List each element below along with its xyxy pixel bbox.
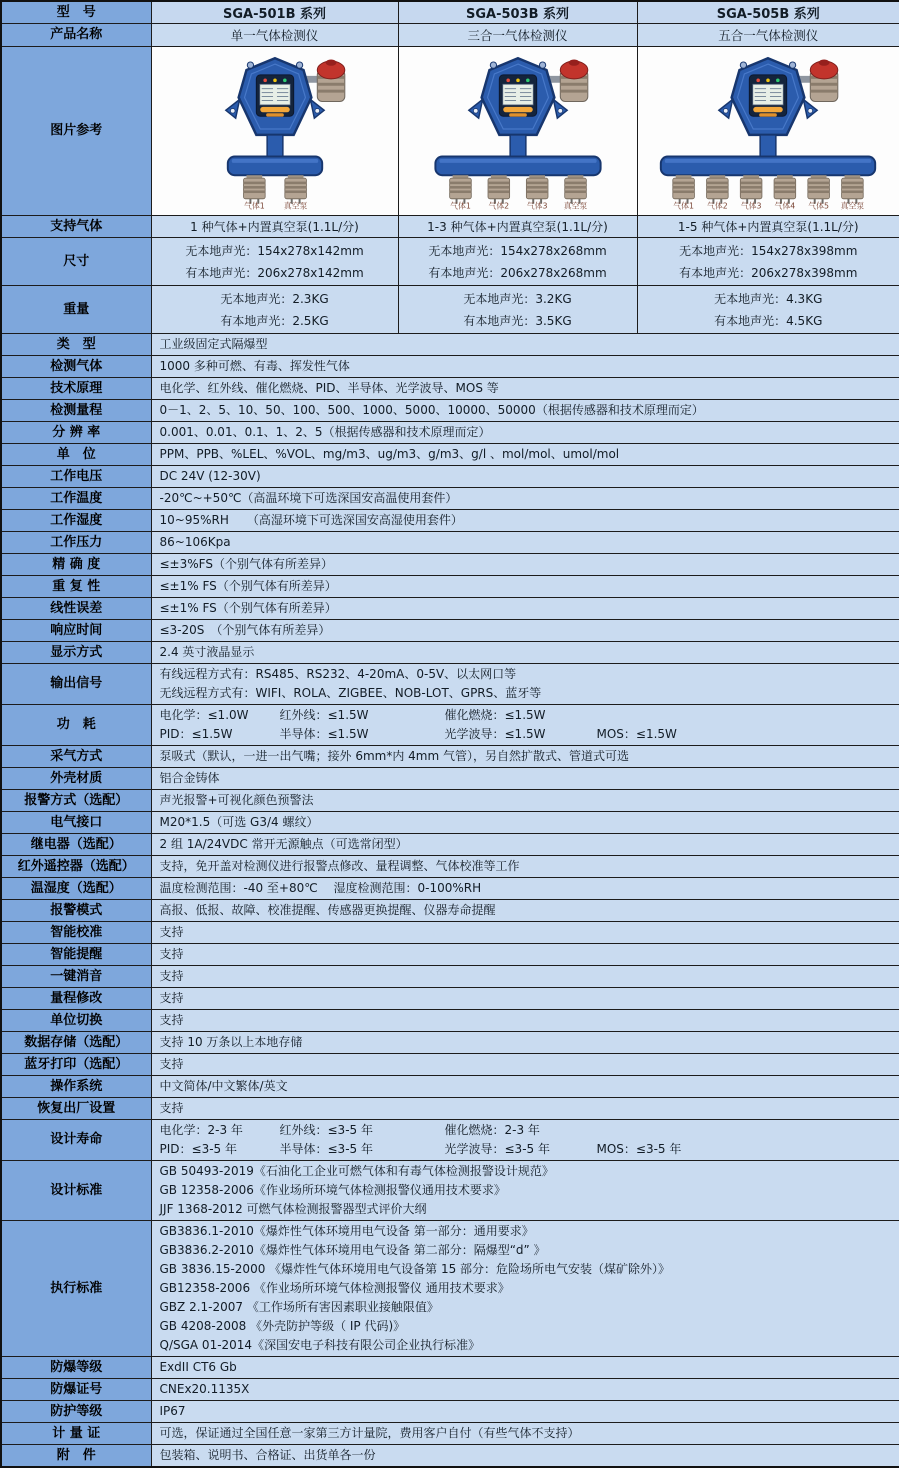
spec-value-segment: 红外线：≤1.5W (279, 708, 369, 722)
spec-label: 红外遥控器（选配） (1, 856, 151, 878)
spec-value (151, 598, 899, 620)
spec-label: 外壳材质 (1, 768, 151, 790)
table-row (1, 378, 899, 400)
table-row (1, 554, 899, 576)
spec-label: 检测气体 (1, 356, 151, 378)
table-row (1, 768, 899, 790)
weight-3 (637, 286, 899, 334)
spec-value (151, 1221, 899, 1357)
spec-value-line: ≤3-20S （个别气体有所差异） (159, 623, 331, 637)
spec-value (151, 1032, 899, 1054)
spec-value (151, 1161, 899, 1221)
spec-value (151, 532, 899, 554)
spec-value-line: ≤±1% FS（个别气体有所差异） (159, 579, 337, 593)
sensor-label: 气体3 (526, 201, 548, 210)
gas-sensor-icon (842, 175, 864, 204)
spec-label: 恢复出厂设置 (1, 1098, 151, 1120)
dimension-value: 无本地声光：154x278x398mm (679, 243, 858, 258)
spec-value-line: 0－1、2、5、10、50、100、500、1000、5000、10000、50000（根据传感器和技术原理而定） (159, 403, 704, 417)
sensor-label: 气体1 (673, 201, 695, 210)
spec-value-segment: 半导体：≤3-5 年 (279, 1142, 373, 1156)
table-row (1, 812, 899, 834)
table-row (1, 1120, 899, 1161)
model-sga-503b: SGA-503B 系列 (398, 1, 637, 24)
spec-label: 设计寿命 (1, 1120, 151, 1161)
image-row (1, 47, 899, 216)
stem-icon (267, 135, 283, 159)
spec-value-segment: 光学波导：≤1.5W (444, 727, 546, 741)
weight-value: 有本地声光：2.5KG (220, 313, 329, 328)
spec-value (151, 334, 899, 356)
spec-value (151, 790, 899, 812)
spec-value (151, 356, 899, 378)
spec-label: 报警模式 (1, 900, 151, 922)
table-row (1, 1357, 899, 1379)
table-row (1, 1379, 899, 1401)
dimensions-1 (151, 238, 398, 286)
weight-value: 无本地声光：2.3KG (220, 291, 329, 306)
weight-value: 无本地声光：4.3KG (714, 291, 823, 306)
product-name-2: 三合一气体检测仪 (398, 24, 637, 47)
table-row (1, 532, 899, 554)
spec-value (151, 705, 899, 746)
dimensions-row (1, 238, 899, 286)
dimension-value: 无本地声光：154x278x268mm (428, 243, 607, 258)
manifold-icon (227, 157, 321, 176)
spec-value (151, 1357, 899, 1379)
sensor-label: 真空泵 (283, 201, 307, 210)
spec-value-line: 温度检测范围：-40 至+80℃ 湿度检测范围：0-100%RH (159, 881, 482, 895)
dimension-value: 有本地声光：206x278x142mm (185, 265, 364, 280)
dimensions-label: 尺寸 (1, 238, 151, 286)
table-row (1, 1032, 899, 1054)
spec-value-line: GB 4208-2008 《外壳防护等级（ IP 代码)》 (159, 1319, 406, 1333)
weight-value: 有本地声光：3.5KG (463, 313, 572, 328)
table-row (1, 900, 899, 922)
spec-value-line: 0.001、0.01、0.1、1、2、5（根据传感器和技术原理而定） (159, 425, 491, 439)
gas-sensor-icon (564, 175, 586, 204)
dimension-value: 无本地声光：154x278x142mm (185, 243, 364, 258)
dimension-value: 有本地声光：206x278x268mm (428, 265, 607, 280)
spec-value-line: PPM、PPB、%LEL、%VOL、mg/m3、ug/m3、g/m3、g/l 、mol/mol、umol/mol (159, 447, 620, 461)
spec-value-line (160, 1121, 892, 1140)
gas-sensor-icon (526, 175, 548, 204)
gas-sensor-icon (808, 175, 830, 204)
spec-value-line: 支持 10 万条以上本地存储 (159, 1035, 303, 1049)
spec-value-line: 泵吸式（默认，一进一出气嘴；接外 6mm*内 4mm 气管），另自然扩散式、管道式可选 (159, 749, 629, 763)
dimensions-2 (398, 238, 637, 286)
spec-label: 智能校准 (1, 922, 151, 944)
spec-value-line: GB12358-2006 《作业场所环境气体检测报警仪 通用技术要求》 (159, 1281, 510, 1295)
table-row (1, 1054, 899, 1076)
alarm-beacon-icon (560, 59, 588, 101)
spec-value-line: 支持，免开盖对检测仪进行报警点修改、量程调整、气体校准等工作 (159, 859, 520, 873)
spec-value-line: 支持 (159, 991, 184, 1005)
model-sga-501b: SGA-501B 系列 (151, 1, 398, 24)
spec-label: 工作压力 (1, 532, 151, 554)
spec-value-line: 包装箱、说明书、合格证、出货单各一份 (159, 1448, 376, 1462)
product-image-sga-505b-detector (650, 48, 886, 210)
spec-value (151, 768, 899, 790)
spec-value (151, 620, 899, 642)
spec-value-segment: PID：≤1.5W (159, 727, 233, 741)
spec-label: 防爆证号 (1, 1379, 151, 1401)
table-row (1, 1098, 899, 1120)
spec-value (151, 466, 899, 488)
spec-value (151, 1401, 899, 1423)
sensor-label: 气体5 (808, 201, 830, 210)
image-label: 图片参考 (1, 47, 151, 216)
gas-sensor-icon (449, 175, 471, 204)
spec-value-line: 2 组 1A/24VDC 常开无源触点（可选常闭型） (159, 837, 408, 851)
spec-label: 温湿度（选配） (1, 878, 151, 900)
table-row (1, 790, 899, 812)
spec-value (151, 554, 899, 576)
spec-value (151, 488, 899, 510)
spec-value (151, 1423, 899, 1445)
table-row (1, 642, 899, 664)
sensor-label: 气体2 (487, 201, 509, 210)
spec-value (151, 746, 899, 768)
spec-value (151, 900, 899, 922)
spec-value-line: 支持 (159, 969, 184, 983)
sensor-label: 气体4 (774, 201, 796, 210)
lcd-screen-icon (256, 75, 293, 117)
spec-label: 报警方式（选配） (1, 790, 151, 812)
table-row (1, 966, 899, 988)
table-row (1, 944, 899, 966)
sensor-label: 真空泵 (563, 201, 587, 210)
table-row (1, 466, 899, 488)
stem-icon (760, 135, 776, 159)
spec-value (151, 922, 899, 944)
product-image-sga-501b-detector (157, 48, 393, 210)
sensor-label: 气体1 (243, 201, 265, 210)
spec-label: 单位切换 (1, 1010, 151, 1032)
sensor-label: 气体3 (741, 201, 762, 210)
spec-label: 附 件 (1, 1445, 151, 1468)
spec-label: 显示方式 (1, 642, 151, 664)
supported-gas-row (1, 216, 899, 238)
spec-value-segment: 光学波导：≤3-5 年 (444, 1142, 550, 1156)
spec-value-line: -20℃~+50℃（高温环境下可选深国安高温使用套件） (159, 491, 458, 505)
spec-value-line: 1000 多种可燃、有毒、挥发性气体 (159, 359, 350, 373)
lcd-screen-icon (750, 75, 787, 117)
spec-label: 单 位 (1, 444, 151, 466)
model-row (1, 1, 899, 24)
product-image-sga-503b-detector (400, 48, 636, 210)
table-row (1, 422, 899, 444)
spec-value-segment: 催化燃烧：≤1.5W (444, 708, 546, 722)
spec-value (151, 642, 899, 664)
spec-label: 防护等级 (1, 1401, 151, 1423)
spec-label: 继电器（选配） (1, 834, 151, 856)
weight-row (1, 286, 899, 334)
spec-value-line: 无线远程方式有：WIFI、ROLA、ZIGBEE、NOB-LOT、GPRS、蓝牙等 (159, 686, 542, 700)
spec-value-line: 支持 (159, 1101, 184, 1115)
spec-label: 一键消音 (1, 966, 151, 988)
spec-value-line: 86~106Kpa (159, 535, 231, 549)
spec-value (151, 510, 899, 532)
spec-value-line: JJF 1368-2012 可燃气体检测报警器型式评价大纲 (159, 1202, 427, 1216)
table-row (1, 1401, 899, 1423)
spec-value (151, 856, 899, 878)
spec-value (151, 1076, 899, 1098)
spec-value-line: M20*1.5（可选 G3/4 螺纹） (159, 815, 319, 829)
spec-value-line: 中文简体/中文繁体/英文 (159, 1079, 288, 1093)
alarm-beacon-icon (811, 59, 839, 101)
spec-label: 计 量 证 (1, 1423, 151, 1445)
product-name-1: 单一气体检测仪 (151, 24, 398, 47)
spec-value-line (160, 725, 892, 744)
spec-label: 功 耗 (1, 705, 151, 746)
weight-2 (398, 286, 637, 334)
table-row (1, 988, 899, 1010)
table-row (1, 1423, 899, 1445)
gas-sensor-icon (774, 175, 796, 204)
gas-sensor-icon (488, 175, 510, 204)
spec-label: 检测量程 (1, 400, 151, 422)
gas-sensor-icon (673, 175, 695, 204)
spec-label: 工作温度 (1, 488, 151, 510)
spec-value (151, 444, 899, 466)
spec-value-line: 有线远程方式有：RS485、RS232、4-20mA、0-5V、以太网口等 (159, 667, 517, 681)
product-name-label: 产品名称 (1, 24, 151, 47)
spec-value-line: GBZ 2.1-2007 《工作场所有害因素职业接触限值》 (159, 1300, 439, 1314)
spec-label: 量程修改 (1, 988, 151, 1010)
spec-value-line: ≤±3%FS（个别气体有所差异） (159, 557, 333, 571)
sensor-label: 气体1 (449, 201, 471, 210)
spec-value (151, 400, 899, 422)
supported-gas-2: 1-3 种气体+内置真空泵(1.1L/分) (398, 216, 637, 238)
spec-value-line: 2.4 英寸液晶显示 (159, 645, 255, 659)
supported-gas-label: 支持气体 (1, 216, 151, 238)
spec-value (151, 1054, 899, 1076)
spec-value-line: 支持 (159, 1057, 184, 1071)
table-row (1, 1221, 899, 1357)
spec-value-segment: MOS：≤1.5W (596, 727, 677, 741)
product-image-cell (151, 47, 398, 216)
spec-value-segment: 电化学：≤1.0W (159, 708, 249, 722)
supported-gas-3: 1-5 种气体+内置真空泵(1.1L/分) (637, 216, 899, 238)
weight-value: 有本地声光：4.5KG (714, 313, 823, 328)
product-image (650, 48, 886, 214)
spec-label: 工作湿度 (1, 510, 151, 532)
spec-value (151, 1379, 899, 1401)
spec-value (151, 878, 899, 900)
spec-value-line: 声光报警+可视化颜色预警法 (159, 793, 314, 807)
spec-value-line: GB 50493-2019《石油化工企业可燃气体和有毒气体检测报警设计规范》 (159, 1164, 554, 1178)
weight-label: 重量 (1, 286, 151, 334)
gas-sensor-icon (243, 175, 265, 204)
spec-label: 响应时间 (1, 620, 151, 642)
spec-label: 操作系统 (1, 1076, 151, 1098)
spec-value-line (160, 706, 892, 725)
table-row (1, 598, 899, 620)
spec-value-line: GB3836.2-2010《爆炸性气体环境用电气设备 第二部分：隔爆型“d” 》 (159, 1243, 546, 1257)
table-row (1, 1076, 899, 1098)
spec-value-line: 铝合金铸体 (159, 771, 220, 785)
spec-value (151, 576, 899, 598)
dimensions-3 (637, 238, 899, 286)
spec-value (151, 1120, 899, 1161)
spec-label: 电气接口 (1, 812, 151, 834)
spec-value (151, 812, 899, 834)
sensor-label: 气体2 (707, 201, 728, 210)
table-row (1, 1010, 899, 1032)
spec-label: 精 确 度 (1, 554, 151, 576)
spec-value-segment: 半导体：≤1.5W (279, 727, 369, 741)
table-row (1, 488, 899, 510)
spec-value-line: 可选，保证通过全国任意一家第三方计量院，费用客户自付（有些气体不支持） (159, 1426, 580, 1440)
table-row (1, 856, 899, 878)
weight-value: 无本地声光：3.2KG (463, 291, 572, 306)
spec-value (151, 834, 899, 856)
gas-sensor-icon (707, 175, 729, 204)
table-row (1, 705, 899, 746)
spec-label: 采气方式 (1, 746, 151, 768)
spec-value-line: 支持 (159, 947, 184, 961)
lcd-screen-icon (499, 75, 536, 117)
table-row (1, 1161, 899, 1221)
spec-label: 数据存储（选配） (1, 1032, 151, 1054)
spec-value (151, 1010, 899, 1032)
weight-1 (151, 286, 398, 334)
gas-sensor-icon (741, 175, 763, 204)
spec-value-line (160, 1140, 892, 1159)
spec-value-line: GB3836.1-2010《爆炸性气体环境用电气设备 第一部分：通用要求》 (159, 1224, 534, 1238)
spec-label: 蓝牙打印（选配） (1, 1054, 151, 1076)
spec-value (151, 1098, 899, 1120)
manifold-icon (661, 157, 875, 176)
stem-icon (510, 135, 526, 159)
gas-sensor-icon (284, 175, 306, 204)
table-row (1, 510, 899, 532)
spec-value (151, 944, 899, 966)
spec-value (151, 378, 899, 400)
table-row (1, 746, 899, 768)
spec-label: 智能提醒 (1, 944, 151, 966)
spec-value-segment: 红外线：≤3-5 年 (279, 1123, 373, 1137)
spec-value-line: 电化学、红外线、催化燃烧、PID、半导体、光学波导、MOS 等 (159, 381, 499, 395)
spec-value (151, 966, 899, 988)
spec-value (151, 1445, 899, 1468)
table-row (1, 356, 899, 378)
product-image (157, 48, 393, 214)
table-row (1, 576, 899, 598)
product-image-cell (398, 47, 637, 216)
spec-value-segment: 催化燃烧：2-3 年 (444, 1123, 540, 1137)
product-image-cell (637, 47, 899, 216)
spec-value-line: DC 24V (12-30V) (159, 469, 261, 483)
table-row (1, 620, 899, 642)
table-row (1, 834, 899, 856)
spec-value-line: GB 12358-2006《作业场所环境气体检测报警仪通用技术要求》 (159, 1183, 506, 1197)
spec-label: 技术原理 (1, 378, 151, 400)
spec-value-line: ExdII CT6 Gb (159, 1360, 237, 1374)
table-row (1, 334, 899, 356)
spec-label: 分 辨 率 (1, 422, 151, 444)
product-name-row (1, 24, 899, 47)
spec-label: 防爆等级 (1, 1357, 151, 1379)
spec-value (151, 988, 899, 1010)
spec-value (151, 422, 899, 444)
spec-value-line: IP67 (159, 1404, 186, 1418)
spec-value-line: Q/SGA 01-2014《深国安电子科技有限公司企业执行标准》 (159, 1338, 481, 1352)
alarm-beacon-icon (317, 59, 345, 101)
spec-label: 线性误差 (1, 598, 151, 620)
spec-value (151, 664, 899, 705)
spec-value-line: GB 3836.15-2000 《爆炸性气体环境用电气设备第 15 部分：危险场所电气安装（煤矿除外）》 (159, 1262, 671, 1276)
spec-value-segment: PID：≤3-5 年 (159, 1142, 237, 1156)
spec-value-line: 10~95%RH （高湿环境下可选深国安高湿使用套件） (159, 513, 463, 527)
spec-value-line: 支持 (159, 1013, 184, 1027)
spec-label: 执行标准 (1, 1221, 151, 1357)
spec-value-line: 高报、低报、故障、校准提醒、传感器更换提醒、仪器寿命提醒 (159, 903, 496, 917)
spec-value-line: ≤±1% FS（个别气体有所差异） (159, 601, 337, 615)
spec-label: 设计标准 (1, 1161, 151, 1221)
manifold-icon (435, 157, 600, 176)
product-name-3: 五合一气体检测仪 (637, 24, 899, 47)
table-row (1, 922, 899, 944)
table-row (1, 400, 899, 422)
dimension-value: 有本地声光：206x278x398mm (679, 265, 858, 280)
spec-label: 重 复 性 (1, 576, 151, 598)
spec-value-line: CNEx20.1135X (159, 1382, 250, 1396)
spec-label: 输出信号 (1, 664, 151, 705)
sensor-label: 真空泵 (840, 201, 865, 210)
spec-label: 类 型 (1, 334, 151, 356)
table-row (1, 444, 899, 466)
spec-label: 工作电压 (1, 466, 151, 488)
spec-value-line: 支持 (159, 925, 184, 939)
model-sga-505b: SGA-505B 系列 (637, 1, 899, 24)
spec-value-segment: 电化学：2-3 年 (159, 1123, 243, 1137)
supported-gas-1: 1 种气体+内置真空泵(1.1L/分) (151, 216, 398, 238)
spec-value-segment: MOS：≤3-5 年 (596, 1142, 682, 1156)
table-row (1, 878, 899, 900)
table-row (1, 664, 899, 705)
spec-value-line: 工业级固定式隔爆型 (159, 337, 268, 351)
table-row (1, 1445, 899, 1468)
model-label: 型 号 (1, 1, 151, 24)
product-image (400, 48, 636, 214)
